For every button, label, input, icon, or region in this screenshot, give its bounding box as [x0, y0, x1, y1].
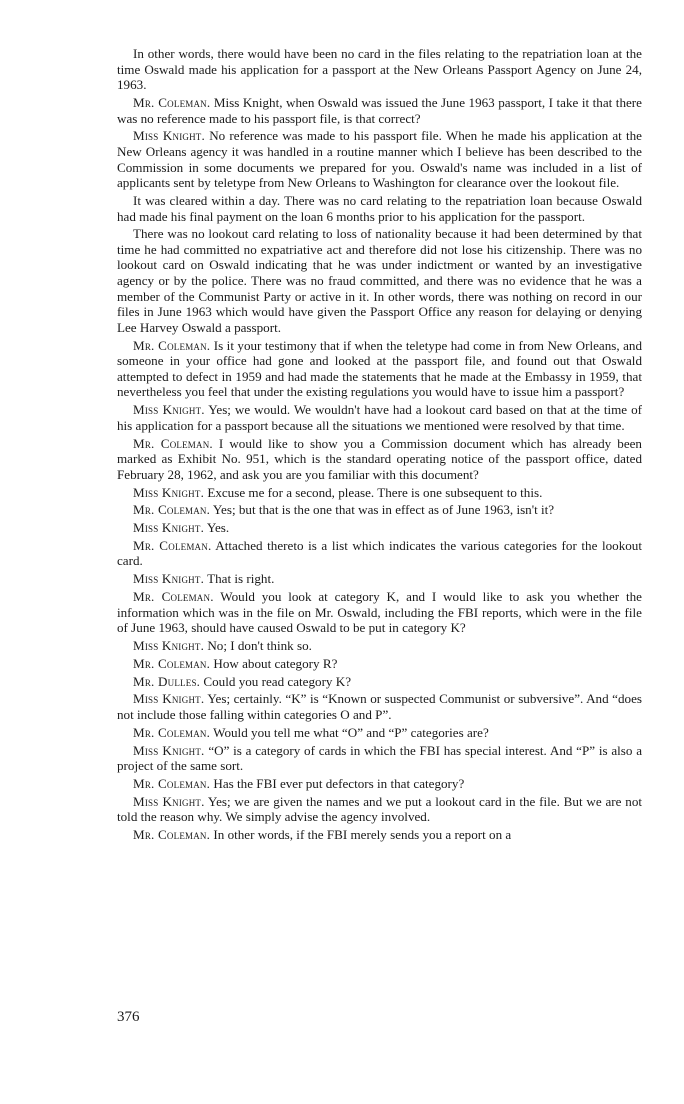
speaker-name: Mr. Coleman. [133, 502, 211, 518]
speaker-name: Mr. Coleman. [133, 775, 211, 791]
paragraph [117, 226, 642, 335]
speaker-name: Miss Knight. [133, 484, 205, 500]
paragraph [117, 520, 642, 536]
speaker-name: Miss Knight. [133, 520, 205, 536]
paragraph [117, 674, 642, 690]
speaker-name: Miss Knight. [133, 571, 205, 587]
paragraph-text: Could you read category K? [203, 673, 352, 689]
paragraph-text: Attached thereto is a list which indicates the various categories for the lookout card. [117, 537, 642, 569]
speaker-name: Miss Knight. [133, 793, 205, 809]
paragraph-text: Yes. [206, 520, 230, 536]
paragraph [117, 827, 642, 843]
speaker-name: Mr. Coleman. [133, 655, 211, 671]
paragraph [117, 502, 642, 518]
paragraph [117, 638, 642, 654]
paragraph-text: Yes; certainly. “K” is “Known or suspected Communist or subversive”. And “does not include those falling within categories O and P”. [117, 691, 642, 722]
paragraph [117, 691, 642, 722]
document-body [117, 46, 642, 845]
paragraph-text: Has the FBI ever put defectors in that category? [213, 775, 465, 791]
paragraph-text: How about category R? [213, 655, 338, 671]
paragraph-text: No; I don't think so. [207, 638, 312, 653]
paragraph-text: That is right. [207, 571, 275, 587]
paragraph [117, 402, 642, 433]
paragraph-text: It was cleared within a day. There was no card relating to the repatriation loan because Oswald had made his final payment on the loan 6 months prior to his application for the passport. [117, 192, 642, 224]
paragraph [117, 95, 642, 126]
paragraph-text: Would you tell me what “O” and “P” categories are? [213, 724, 489, 740]
speaker-name: Mr. Coleman. [133, 337, 211, 353]
paragraph-text: Would you look at category K, and I would like to ask you whether the information which was in the file on Mr. Oswald, including the FBI reports, which were in the file of June 1963, should have caused Oswald to be put in category K? [117, 589, 642, 636]
paragraph-text: “O” is a category of cards in which the FBI has special interest. And “P” is also a project of the same sort. [117, 742, 642, 774]
paragraph [117, 538, 642, 569]
speaker-name: Mr. Coleman. [133, 435, 213, 451]
paragraph-text: Yes; but that is the one that was in effect as of June 1963, isn't it? [212, 502, 555, 518]
speaker-name: Mr. Coleman. [133, 827, 211, 843]
paragraph [117, 656, 642, 672]
paragraph [117, 794, 642, 825]
paragraph-text: I would like to show you a Commission document which has already been marked as Exhibit No. 951, which is the standard operating notice of the passport office, dated February 28, 1962, and ask you are you familiar with this document? [117, 435, 642, 482]
paragraph [117, 743, 642, 774]
paragraph-text: In other words, if the FBI merely sends you a report on a [213, 827, 512, 843]
speaker-name: Mr. Coleman. [133, 94, 211, 110]
paragraph-text: Yes; we would. We wouldn't have had a lookout card based on that at the time of his application for a passport because all the situations we mentioned were resolved by that time. [117, 402, 642, 433]
paragraph-text: Is it your testimony that if when the teletype had come in from New Orleans, and someone in your office had gone and looked at the passport file, and found out that Oswald attempted to defect in 1959 and had made the statements that he made at the Embassy in 1959, that nevertheless you feel that under the existing regulations you would have to issue him a passport? [117, 337, 642, 400]
paragraph-text: There was no lookout card relating to loss of nationality because it had been determined by that time he had committed no expatriative act and therefore did not lose his citizenship. There was no lookout card on Oswald indicating that he was under indictment or wanted by an investigative agency or by the police. There was no fraud committed, and there was no evidence that he was a member of the Communist Party or active in it. In other words, there was nothing on record in our files in June 1963 which would have given the Passport Office any reason for delaying or denying Lee Harvey Oswald a passport. [117, 226, 642, 335]
paragraph-text: Miss Knight, when Oswald was issued the June 1963 passport, I take it that there was no reference made to his passport file, is that correct? [117, 94, 642, 126]
speaker-name: Miss Knight. [133, 742, 205, 758]
paragraph-text: Excuse me for a second, please. There is one subsequent to this. [207, 484, 543, 500]
paragraph-text: Yes; we are given the names and we put a lookout card in the file. But we are not told the reason why. We simply advise the agency involved. [117, 793, 642, 825]
speaker-name: Miss Knight. [133, 402, 205, 418]
paragraph-text: No reference was made to his passport file. When he made his application at the New Orleans agency it was handled in a routine manner which I believe has been described to the Commission in some documents we prepared for you. Oswald's name was included in a list of applicants sent by teletype from New Orleans to Washington for clearance over the lookout file. [117, 128, 642, 191]
paragraph [117, 571, 642, 587]
paragraph [117, 776, 642, 792]
paragraph [117, 46, 642, 93]
speaker-name: Mr. Coleman. [133, 589, 214, 605]
paragraph [117, 436, 642, 483]
speaker-name: Mr. Dulles. [133, 673, 201, 689]
paragraph [117, 589, 642, 636]
speaker-name: Mr. Coleman. [133, 724, 211, 740]
paragraph [117, 193, 642, 224]
speaker-name: Miss Knight. [133, 691, 205, 707]
paragraph-text: In other words, there would have been no card in the files relating to the repatriation loan at the time Oswald made his application for a passport at the New Orleans Passport Agency on June 24, 1963. [117, 46, 642, 93]
paragraph [117, 128, 642, 190]
page-number: 376 [117, 1009, 140, 1025]
paragraph [117, 338, 642, 400]
paragraph [117, 485, 642, 501]
speaker-name: Miss Knight. [133, 638, 205, 653]
speaker-name: Mr. Coleman. [133, 537, 212, 553]
paragraph [117, 725, 642, 741]
speaker-name: Miss Knight. [133, 128, 205, 144]
